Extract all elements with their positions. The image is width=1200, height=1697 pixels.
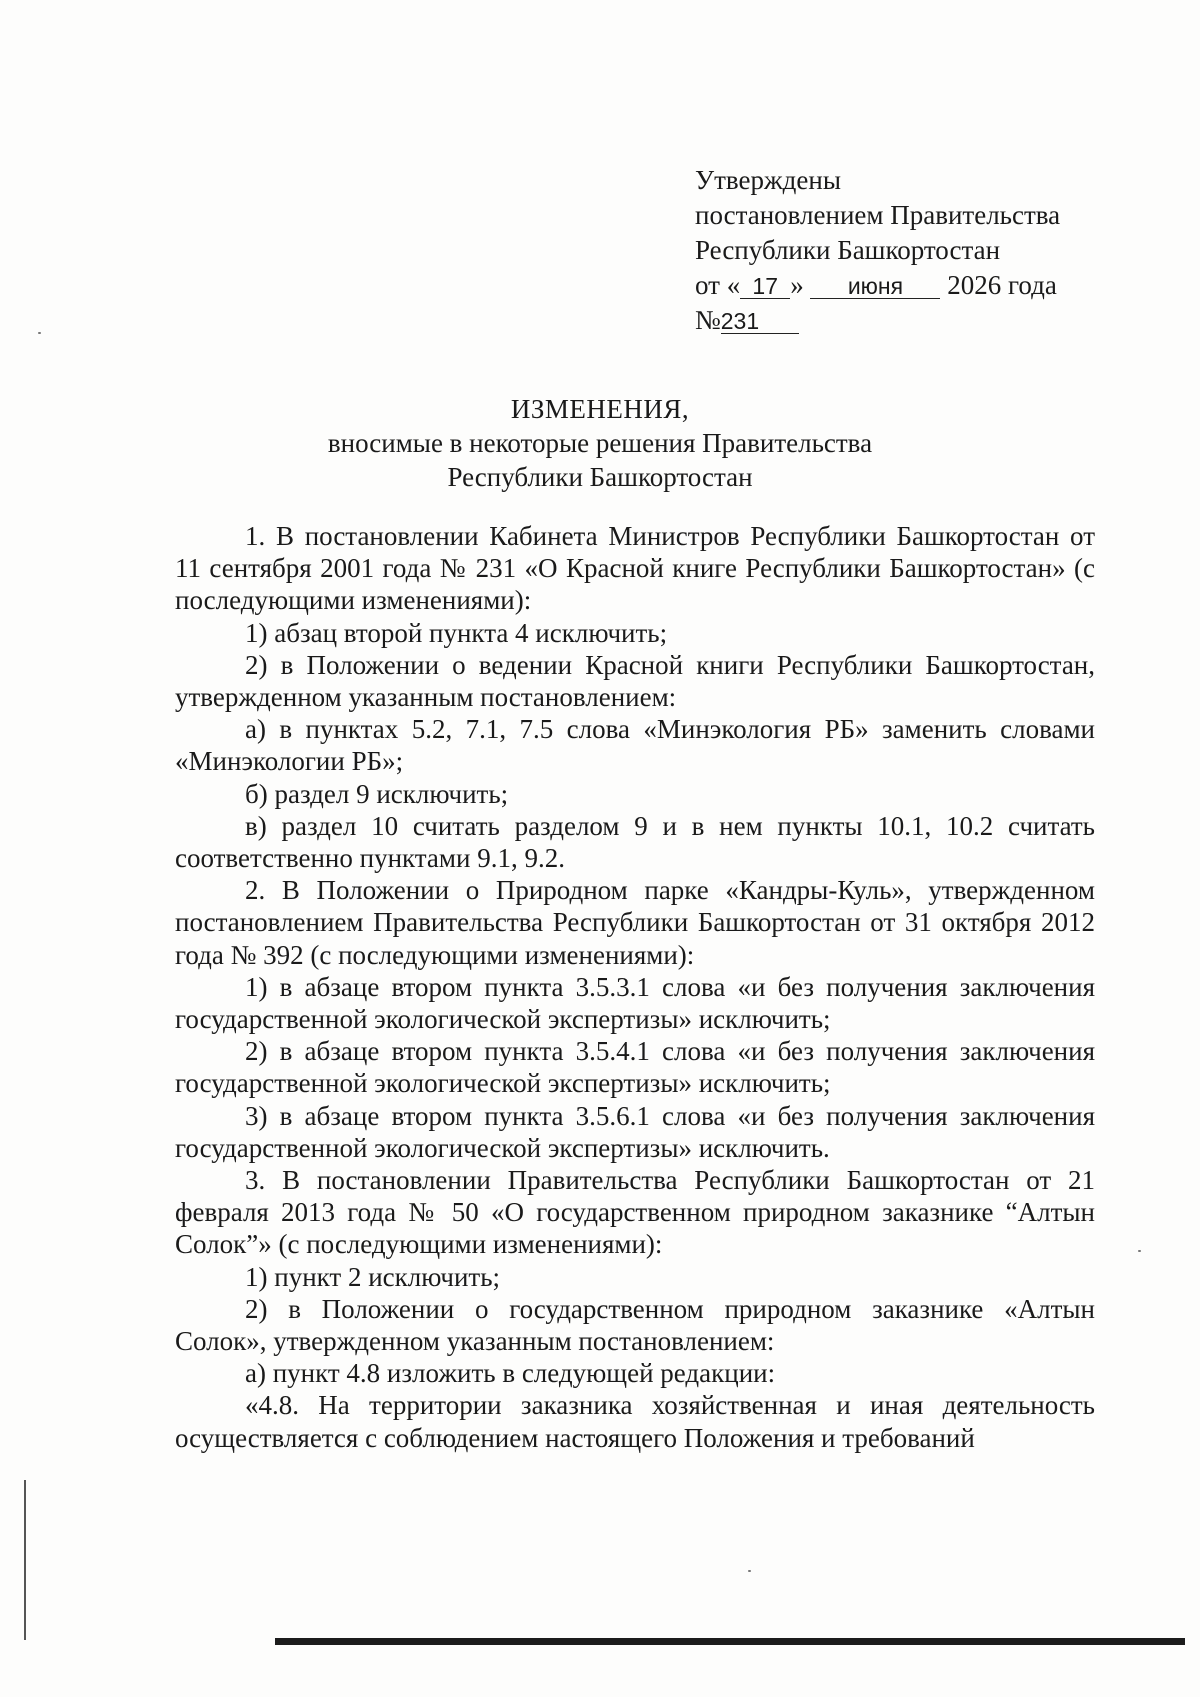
paragraph: а) пункт 4.8 изложить в следующей редакции: <box>245 1358 776 1389</box>
paragraph: 1) в абзаце втором пункта 3.5.3.1 слова «и без получения заключения государственной экологической экспертизы» исключить; <box>175 971 1095 1035</box>
approval-date-line <box>695 268 1060 303</box>
document-body <box>175 520 1095 1454</box>
date-year: 2026 года <box>947 270 1057 300</box>
paragraph: 2) в Положении о государственном природном заказнике «Алтын Солок», утвержденном указанным постановлением: <box>175 1293 1095 1357</box>
paragraph: 1. В постановлении Кабинета Министров Республики Башкортостан от 11 сентября 2001 года № 231 «О Красной книге Республики Башкортостан» (с последующими изменениями): <box>175 521 1095 616</box>
approval-line-1: Утверждены <box>695 165 841 195</box>
paragraph: в) раздел 10 считать разделом 9 и в нем пункты 10.1, 10.2 считать соответственно пунктами 9.1, 9.2. <box>175 810 1095 874</box>
approval-number-line <box>695 303 1060 338</box>
scan-speck <box>748 1570 751 1572</box>
document-title <box>0 392 1200 494</box>
date-day-field: 17 <box>740 274 790 299</box>
paragraph: 3) в абзаце втором пункта 3.5.6.1 слова «и без получения заключения государственной экологической экспертизы» исключить. <box>175 1100 1095 1163</box>
approval-line-2: постановлением Правительства <box>695 200 1061 230</box>
document-number-field: 231 <box>721 309 799 334</box>
paragraph: 2) в абзаце втором пункта 3.5.4.1 слова «и без получения заключения государственной экологической экспертизы» исключить; <box>175 1036 1095 1099</box>
approval-line-3: Республики Башкортостан <box>695 235 1001 265</box>
scan-edge-line <box>24 1480 26 1640</box>
paragraph: б) раздел 9 исключить; <box>245 778 509 809</box>
title-subtitle-2: Республики Башкортостан <box>447 462 753 492</box>
paragraph: 3. В постановлении Правительства Республики Башкортостан от 21 февраля 2013 года № 50 «О государственном природном заказнике “Алтын Солок”» (с последующими изменениями): <box>175 1165 1095 1260</box>
scan-speck <box>38 332 41 334</box>
date-month-field: июня <box>810 274 940 299</box>
paragraph: а) в пунктах 5.2, 7.1, 7.5 слова «Минэкология РБ» заменить словами «Минэкологии РБ»; <box>175 714 1095 777</box>
paragraph: 2) в Положении о ведении Красной книги Республики Башкортостан, утвержденном указанным постановлением: <box>175 649 1095 713</box>
paragraph: 2. В Положении о Природном парке «Кандры-Куль», утвержденном постановлением Правительства Республики Башкортостан от 31 октября 2012 года № 392 (с последующими изменениями): <box>175 875 1095 970</box>
approval-stamp <box>695 163 1060 338</box>
title-subtitle: вносимые в некоторые решения Правительства <box>327 428 873 458</box>
scan-speck <box>1138 1250 1141 1252</box>
date-mid: » <box>790 270 804 300</box>
date-prefix: от « <box>695 270 741 300</box>
number-prefix: № <box>695 305 721 335</box>
title-heading: ИЗМЕНЕНИЯ, <box>510 394 690 424</box>
paragraph: «4.8. На территории заказника хозяйственная и иная деятельность осуществляется с соблюдением настоящего Положения и требований <box>175 1390 1095 1453</box>
paragraph: 1) абзац второй пункта 4 исключить; <box>245 617 668 648</box>
paragraph: 1) пункт 2 исключить; <box>245 1261 501 1292</box>
scan-bottom-bar <box>275 1638 1185 1645</box>
